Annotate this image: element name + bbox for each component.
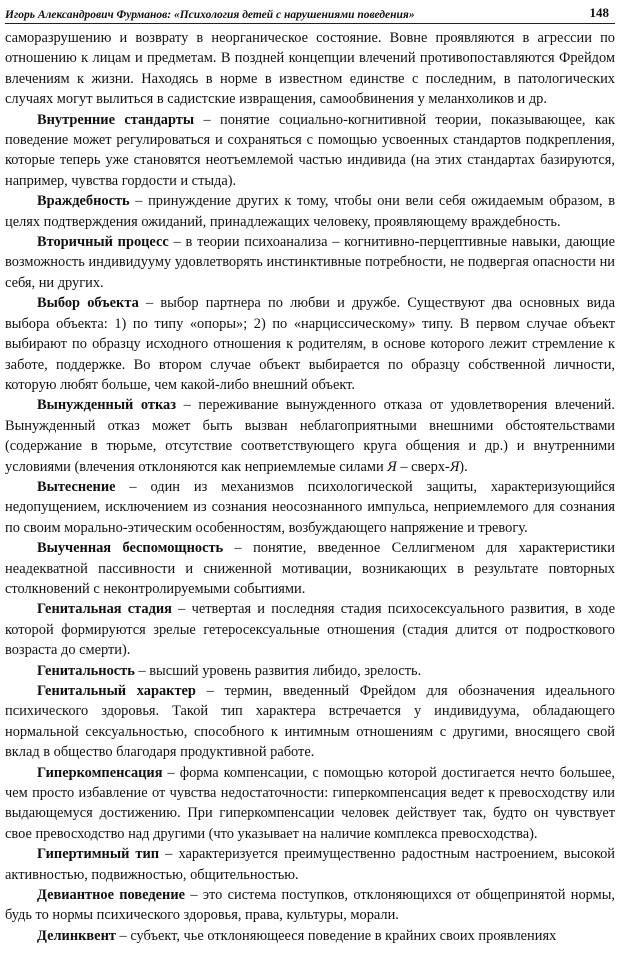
entry-dash: –	[234, 540, 242, 557]
glossary-entry	[5, 538, 615, 599]
entry-definition: субъект, чье отклоняющееся поведение в крайних своих проявлениях	[130, 927, 557, 944]
entry-dash: –	[203, 111, 211, 128]
entry-term: Гиперкомпенсация	[37, 764, 163, 781]
entry-term: Выученная беспомощность	[37, 540, 224, 557]
entry-dash: –	[167, 764, 175, 781]
entry-definition: принуждение других к тому, чтобы они вели себя ожидаемым образом, в целях подтверждения ожиданий, принадлежащих человеку, проявляющему враждебность.	[5, 193, 615, 230]
entry-term: Генитальность	[37, 662, 135, 679]
entry-dash: –	[129, 478, 137, 495]
entry-dash: –	[119, 927, 127, 944]
glossary-entry	[5, 191, 615, 232]
page-number: 148	[589, 5, 609, 20]
entry-italic-superego: Я	[449, 458, 460, 475]
entry-definition-mid: – сверх-	[400, 458, 450, 475]
entry-definition: термин, введенный Фрейдом для обозначения идеального психического здоровья. Такой тип характера встречается у индивидуума, обладающего нормальной сексуальностью, способного к интимным отношениям с другими, вносящего свой вклад в общество благодаря продуктивной работе.	[5, 683, 615, 761]
entry-definition-end: ).	[459, 458, 468, 475]
entry-dash: –	[190, 887, 198, 904]
glossary-entry	[5, 661, 615, 681]
glossary-entry	[5, 599, 615, 660]
glossary-entry	[5, 110, 615, 192]
entry-term: Вторичный процесс	[37, 234, 169, 251]
entry-term: Вытеснение	[37, 478, 116, 495]
entry-definition: характеризуется преимущественно радостным настроением, высокой активностью, подвижностью, общительностью.	[5, 846, 615, 883]
entry-definition: в теории психоанализа – когнитивно-перцептивные навыки, дающие возможность индивидууму удовлетворять инстинктивные потребности, не подвергая опасности ни себя, ни других.	[5, 234, 615, 291]
entry-term: Девиантное поведение	[37, 887, 186, 904]
entry-dash: –	[165, 846, 173, 863]
glossary-entry	[5, 395, 615, 477]
running-header	[5, 0, 615, 24]
entry-definition: один из механизмов психологической защиты, характеризующийся недопущением, исключением из сознания неосознанного импульса, неприемлемого для сознания по своим морально-этическим особенностям, возбуждающего напряжение и тревогу.	[5, 478, 615, 536]
entry-definition: высший уровень развития либидо, зрелость.	[149, 662, 422, 679]
glossary-entry	[5, 926, 615, 946]
entry-dash: –	[178, 601, 186, 618]
entry-term: Делинквент	[37, 927, 116, 944]
entry-dash: –	[183, 397, 191, 414]
glossary-entry	[5, 681, 615, 763]
entry-term: Генитальный характер	[37, 683, 196, 699]
entry-term: Внутренние стандарты	[37, 111, 195, 128]
entry-definition: выбор партнера по любви и дружбе. Существуют два основных вида выбора объекта: 1) по типу «опоры»; 2) по «нарциссическому» типу. В первом случае объект выбирают по образцу исходного отношения к родителям, в основе которого лежит стремление к заботе, поддержке. Во втором случае объект выбирается по образцу собственной личности, которую любят больше, чем какой-либо внешний объект.	[5, 295, 615, 393]
entry-definition: переживание вынужденного отказа от удовлетворения влечений. Вынужденный отказ может быть вызван неблагоприятными внешними обстоятельствами (содержание в тюрьме, отсутствие соответствующего круга общения и др.) и внутренними условиями (влечения отклоняются как неприемлемые силами	[5, 397, 615, 475]
page-body	[5, 24, 615, 946]
glossary-entry	[5, 477, 615, 538]
entry-definition: понятие социально-когнитивной теории, показывающее, как поведение может регулироваться и сохраняться с помощью усвоенных стандартов подкрепления, которые теперь уже становятся неотъемлемой частью индивида (на этих стандартах базируются, например, чувства гордости и стыда).	[5, 111, 615, 189]
entry-definition: форма компенсации, с помощью которой достигается нечто большее, чем просто избавление от чувства недостаточности: гиперкомпенсация ведет к превосходству или выдающемуся достижению. При гиперкомпенсации человек действует так, будто он чувствует свое превосходство над другими (что указывает на наличие комплекса превосходства).	[5, 764, 615, 842]
entry-term: Вынужденный отказ	[37, 397, 177, 414]
continuation-paragraph: саморазрушению и возврату в неорганическое состояние. Вовне проявляются в агрессии по отношению к лицам и предметам. В поздней концепции влечений противопоставляются Фрейдом влечениям к жизни. Находясь в норме в известном единстве с последним, в патологических случаях могут вылиться в садистские извращения, самообвинения у меланхоликов и др.	[5, 30, 615, 108]
entry-definition: четвертая и последняя стадия психосексуального развития, в ходе которой формируются зрелые гетеросексуальные отношения (стадия длится от подросткового возраста до смерти).	[5, 601, 615, 659]
entry-dash: –	[145, 295, 154, 312]
glossary-entry	[5, 293, 615, 395]
entry-term: Гипертимный тип	[37, 846, 160, 863]
entry-term: Выбор объекта	[37, 295, 139, 312]
glossary-entry	[5, 763, 615, 845]
entry-dash: –	[173, 234, 181, 251]
glossary-entry	[5, 232, 615, 293]
entry-italic-ego: Я	[387, 458, 397, 475]
entry-dash: –	[206, 683, 214, 699]
running-title: Игорь Александрович Фурманов: «Психология детей с нарушениями поведения»	[5, 9, 415, 21]
entry-term: Генитальная стадия	[37, 601, 172, 618]
glossary-entry	[5, 885, 615, 926]
entry-definition: это система поступков, отклоняющихся от общепринятой нормы, будь то нормы психического здоровья, права, культуры, морали.	[5, 887, 615, 924]
entry-definition: понятие, введенное Селлигменом для характеристики неадекватной пассивности и сниженной мотивации, возникающих в результате повторных столкновений с неконтролируемыми событиями.	[5, 540, 616, 597]
entry-term: Враждебность	[37, 193, 130, 210]
glossary-entry	[5, 844, 615, 885]
entry-dash: –	[135, 193, 143, 210]
entry-dash: –	[138, 662, 146, 679]
